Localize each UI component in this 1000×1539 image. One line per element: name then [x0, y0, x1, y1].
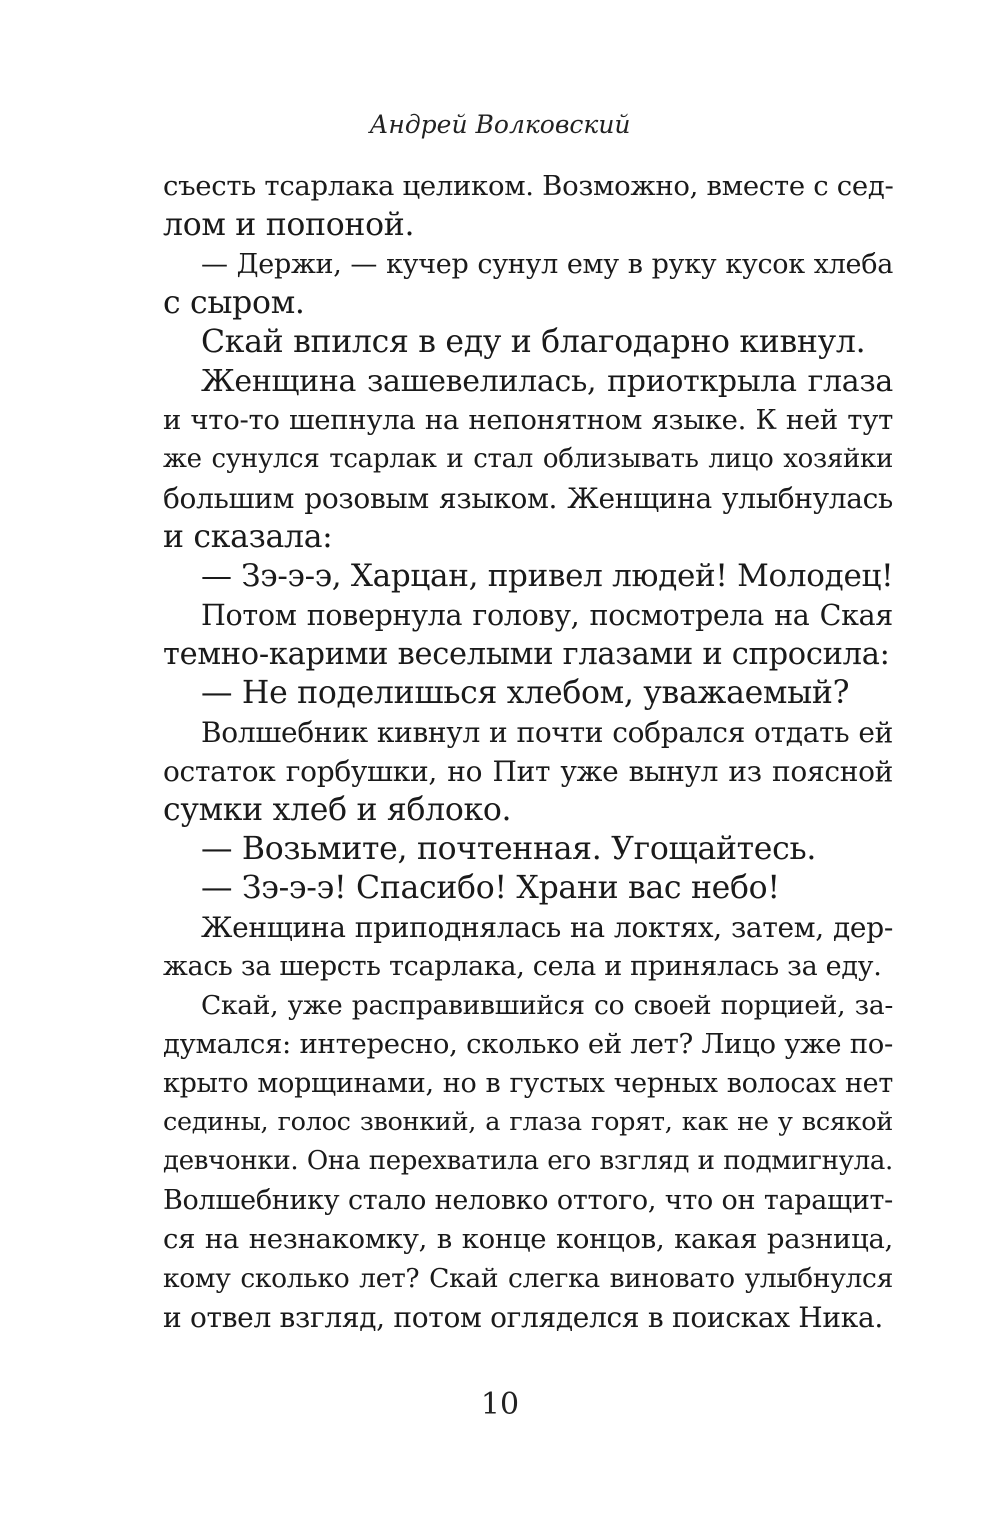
text-line: — Зэ-э-э! Спасибо! Храни вас небо! — [201, 870, 780, 906]
text-line: и сказала: — [163, 519, 333, 555]
text-line: — Возьмите, почтенная. Угощайтесь. — [201, 831, 817, 867]
text-line: — Зэ-э-э, Харцан, привел людей! Молодец! — [201, 558, 894, 594]
text-line: темно-карими веселыми глазами и спросила: — [163, 637, 890, 672]
text-line: Женщина приподнялась на локтях, затем, дер- — [201, 911, 893, 944]
text-line: Скай, уже расправившийся со своей порцией, за- — [201, 990, 893, 1021]
text-line: думался: интересно, сколько ей лет? Лицо уже по- — [163, 1028, 893, 1060]
text-line: крыто морщинами, но в густых черных волосах нет — [163, 1068, 893, 1099]
text-line: остаток горбушки, но Пит уже вынул из поясной — [163, 755, 893, 788]
text-line: Потом повернула голову, посмотрела на Ская — [201, 599, 893, 632]
text-line: большим розовым языком. Женщина улыбнулась — [163, 482, 893, 515]
text-line: Женщина зашевелилась, приоткрыла глаза — [201, 364, 893, 399]
text-line: — Не поделишься хлебом, уважаемый? — [201, 675, 850, 711]
text-line: Волшебник кивнул и почти собрался отдать ей — [201, 716, 893, 749]
text-line: с сыром. — [163, 285, 305, 321]
text-line: — Держи, — кучер сунул ему в руку кусок хлеба — [201, 249, 893, 280]
running-head: Андрей Волковский — [369, 110, 631, 139]
text-line: лом и попоной. — [163, 207, 415, 243]
main-text — [163, 167, 893, 1337]
text-line: Скай впился в еду и благодарно кивнул. — [201, 324, 866, 360]
text-line: ся на незнакомку, в конце концов, какая разница, — [163, 1223, 893, 1255]
text-line: девчонки. Она перехватила его взгляд и подмигнула. — [163, 1146, 893, 1176]
page-number: 10 — [480, 1387, 520, 1422]
text-line: же сунулся тсарлак и стал облизывать лицо хозяйки — [163, 444, 893, 474]
text-line: и что-то шепнула на непонятном языке. К ней тут — [163, 404, 893, 436]
text-line: сумки хлеб и яблоко. — [163, 792, 512, 828]
text-line: Волшебнику стало неловко оттого, что он таращит- — [163, 1185, 893, 1216]
text-line: седины, голос звонкий, а глаза горят, как не у всякой — [163, 1107, 893, 1137]
text-line: кому сколько лет? Скай слегка виновато улыбнулся — [163, 1263, 893, 1294]
text-line: жась за шерсть тсарлака, села и принялась за еду. — [163, 951, 882, 982]
text-line: съесть тсарлака целиком. Возможно, вместе с сед- — [163, 170, 894, 202]
text-line: и отвел взгляд, потом огляделся в поисках Ника. — [163, 1301, 883, 1334]
